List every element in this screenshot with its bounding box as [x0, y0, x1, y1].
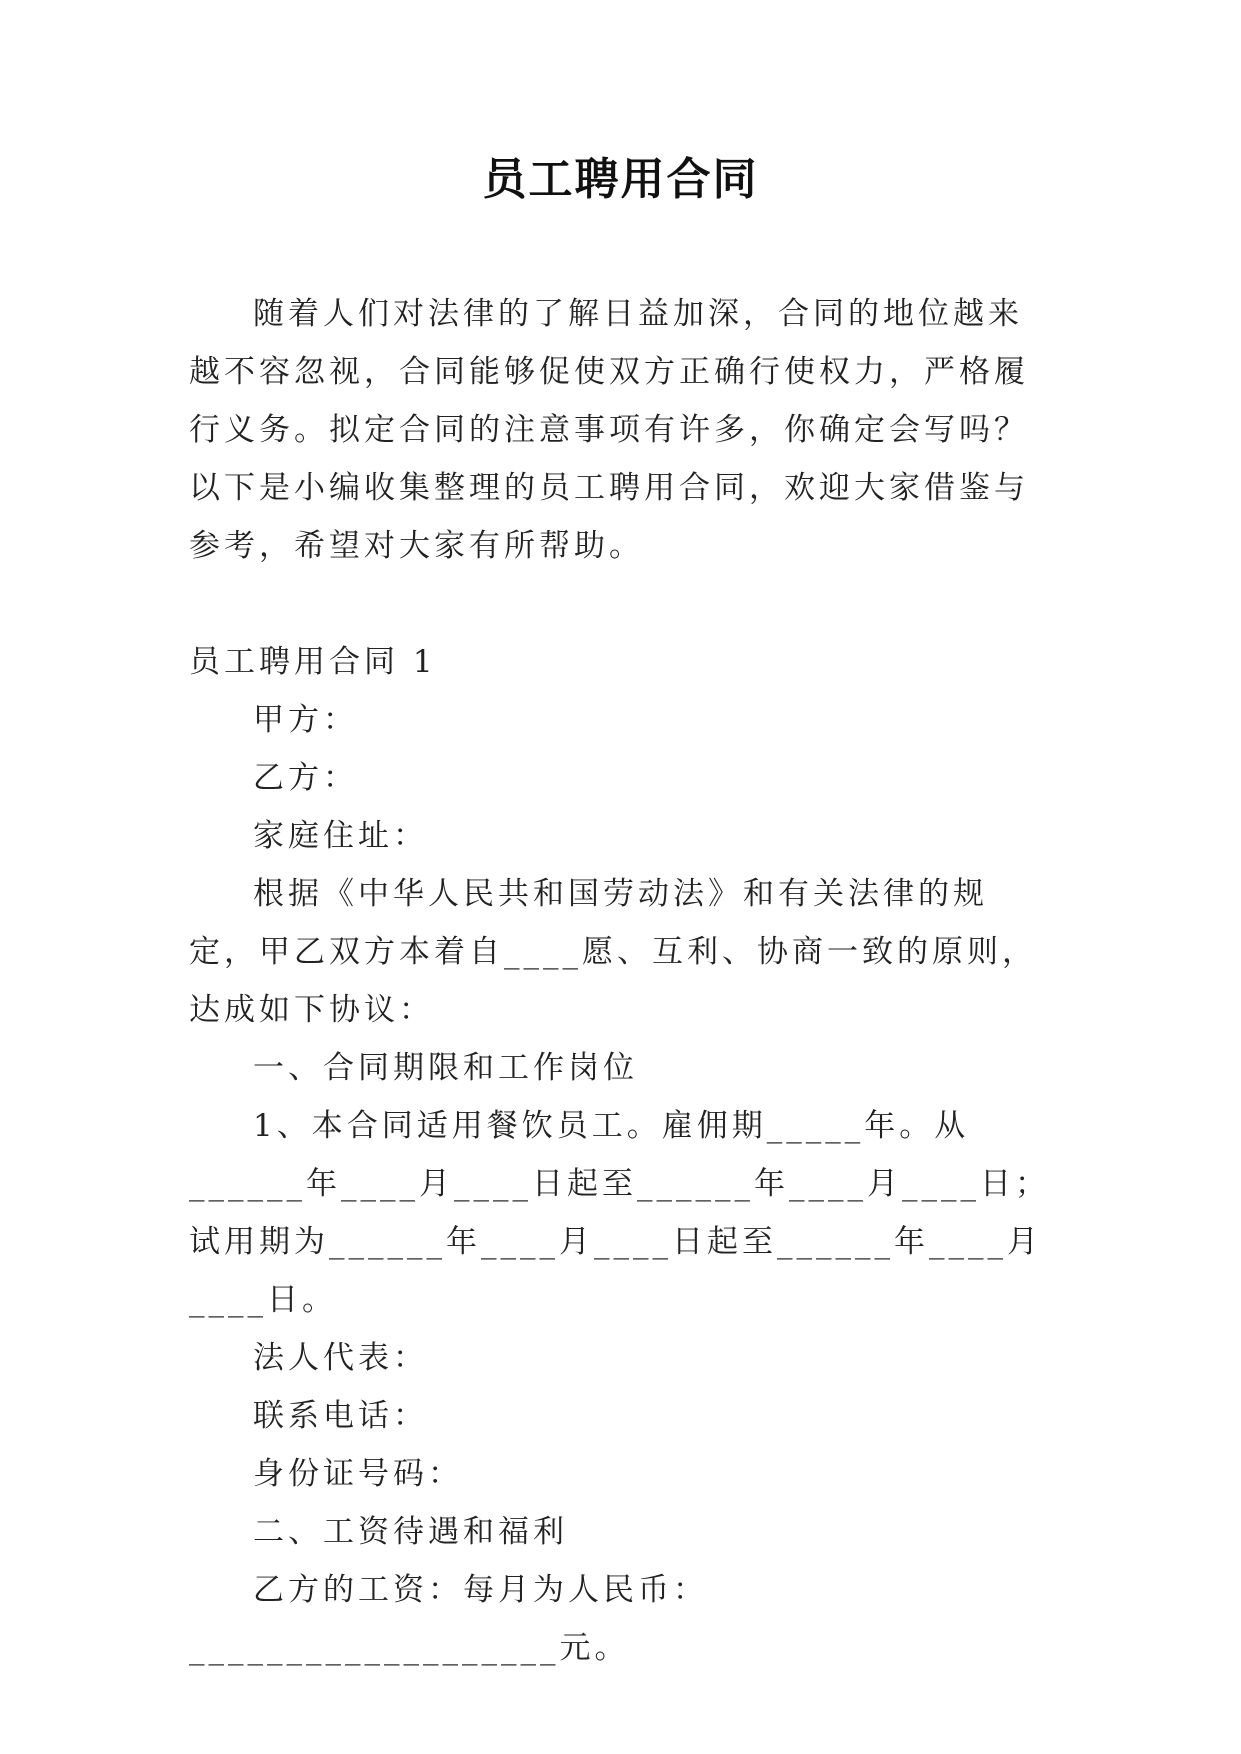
legal-rep-line: 法人代表：: [253, 1340, 428, 1376]
contract-heading: 员工聘用合同 1: [189, 644, 437, 680]
phone-line: 联系电话：: [253, 1398, 428, 1434]
party-a-line: 甲方：: [253, 702, 358, 738]
salary-line: 乙方的工资：每月为人民币：___________________元。: [189, 1572, 708, 1666]
home-address-line: 家庭住址：: [253, 818, 428, 854]
section-1-title: 一、合同期限和工作岗位: [253, 1050, 638, 1086]
document-title: 员工聘用合同: [482, 154, 759, 205]
section-2-title: 二、工资待遇和福利: [253, 1514, 568, 1550]
document-body: [189, 285, 1054, 1677]
clause-1-paragraph: 1、本合同适用餐饮员工。雇佣期_____年。从______年____月____日起至______年____月____日；试用期为______年____月____日起至______年____月____日。: [189, 1108, 1050, 1318]
party-b-line: 乙方：: [253, 760, 358, 796]
basis-paragraph: 根据《中华人民共和国劳动法》和有关法律的规定，甲乙双方本着自____愿、互利、协商一致的原则，达成如下协议：: [189, 876, 1037, 1028]
id-number-line: 身份证号码：: [253, 1456, 463, 1492]
intro-paragraph: 随着人们对法律的了解日益加深，合同的地位越来越不容忽视，合同能够促使双方正确行使权力，严格履行义务。拟定合同的注意事项有许多，你确定会写吗？以下是小编收集整理的员工聘用合同，欢迎大家借鉴与参考，希望对大家有所帮助。: [189, 296, 1029, 564]
